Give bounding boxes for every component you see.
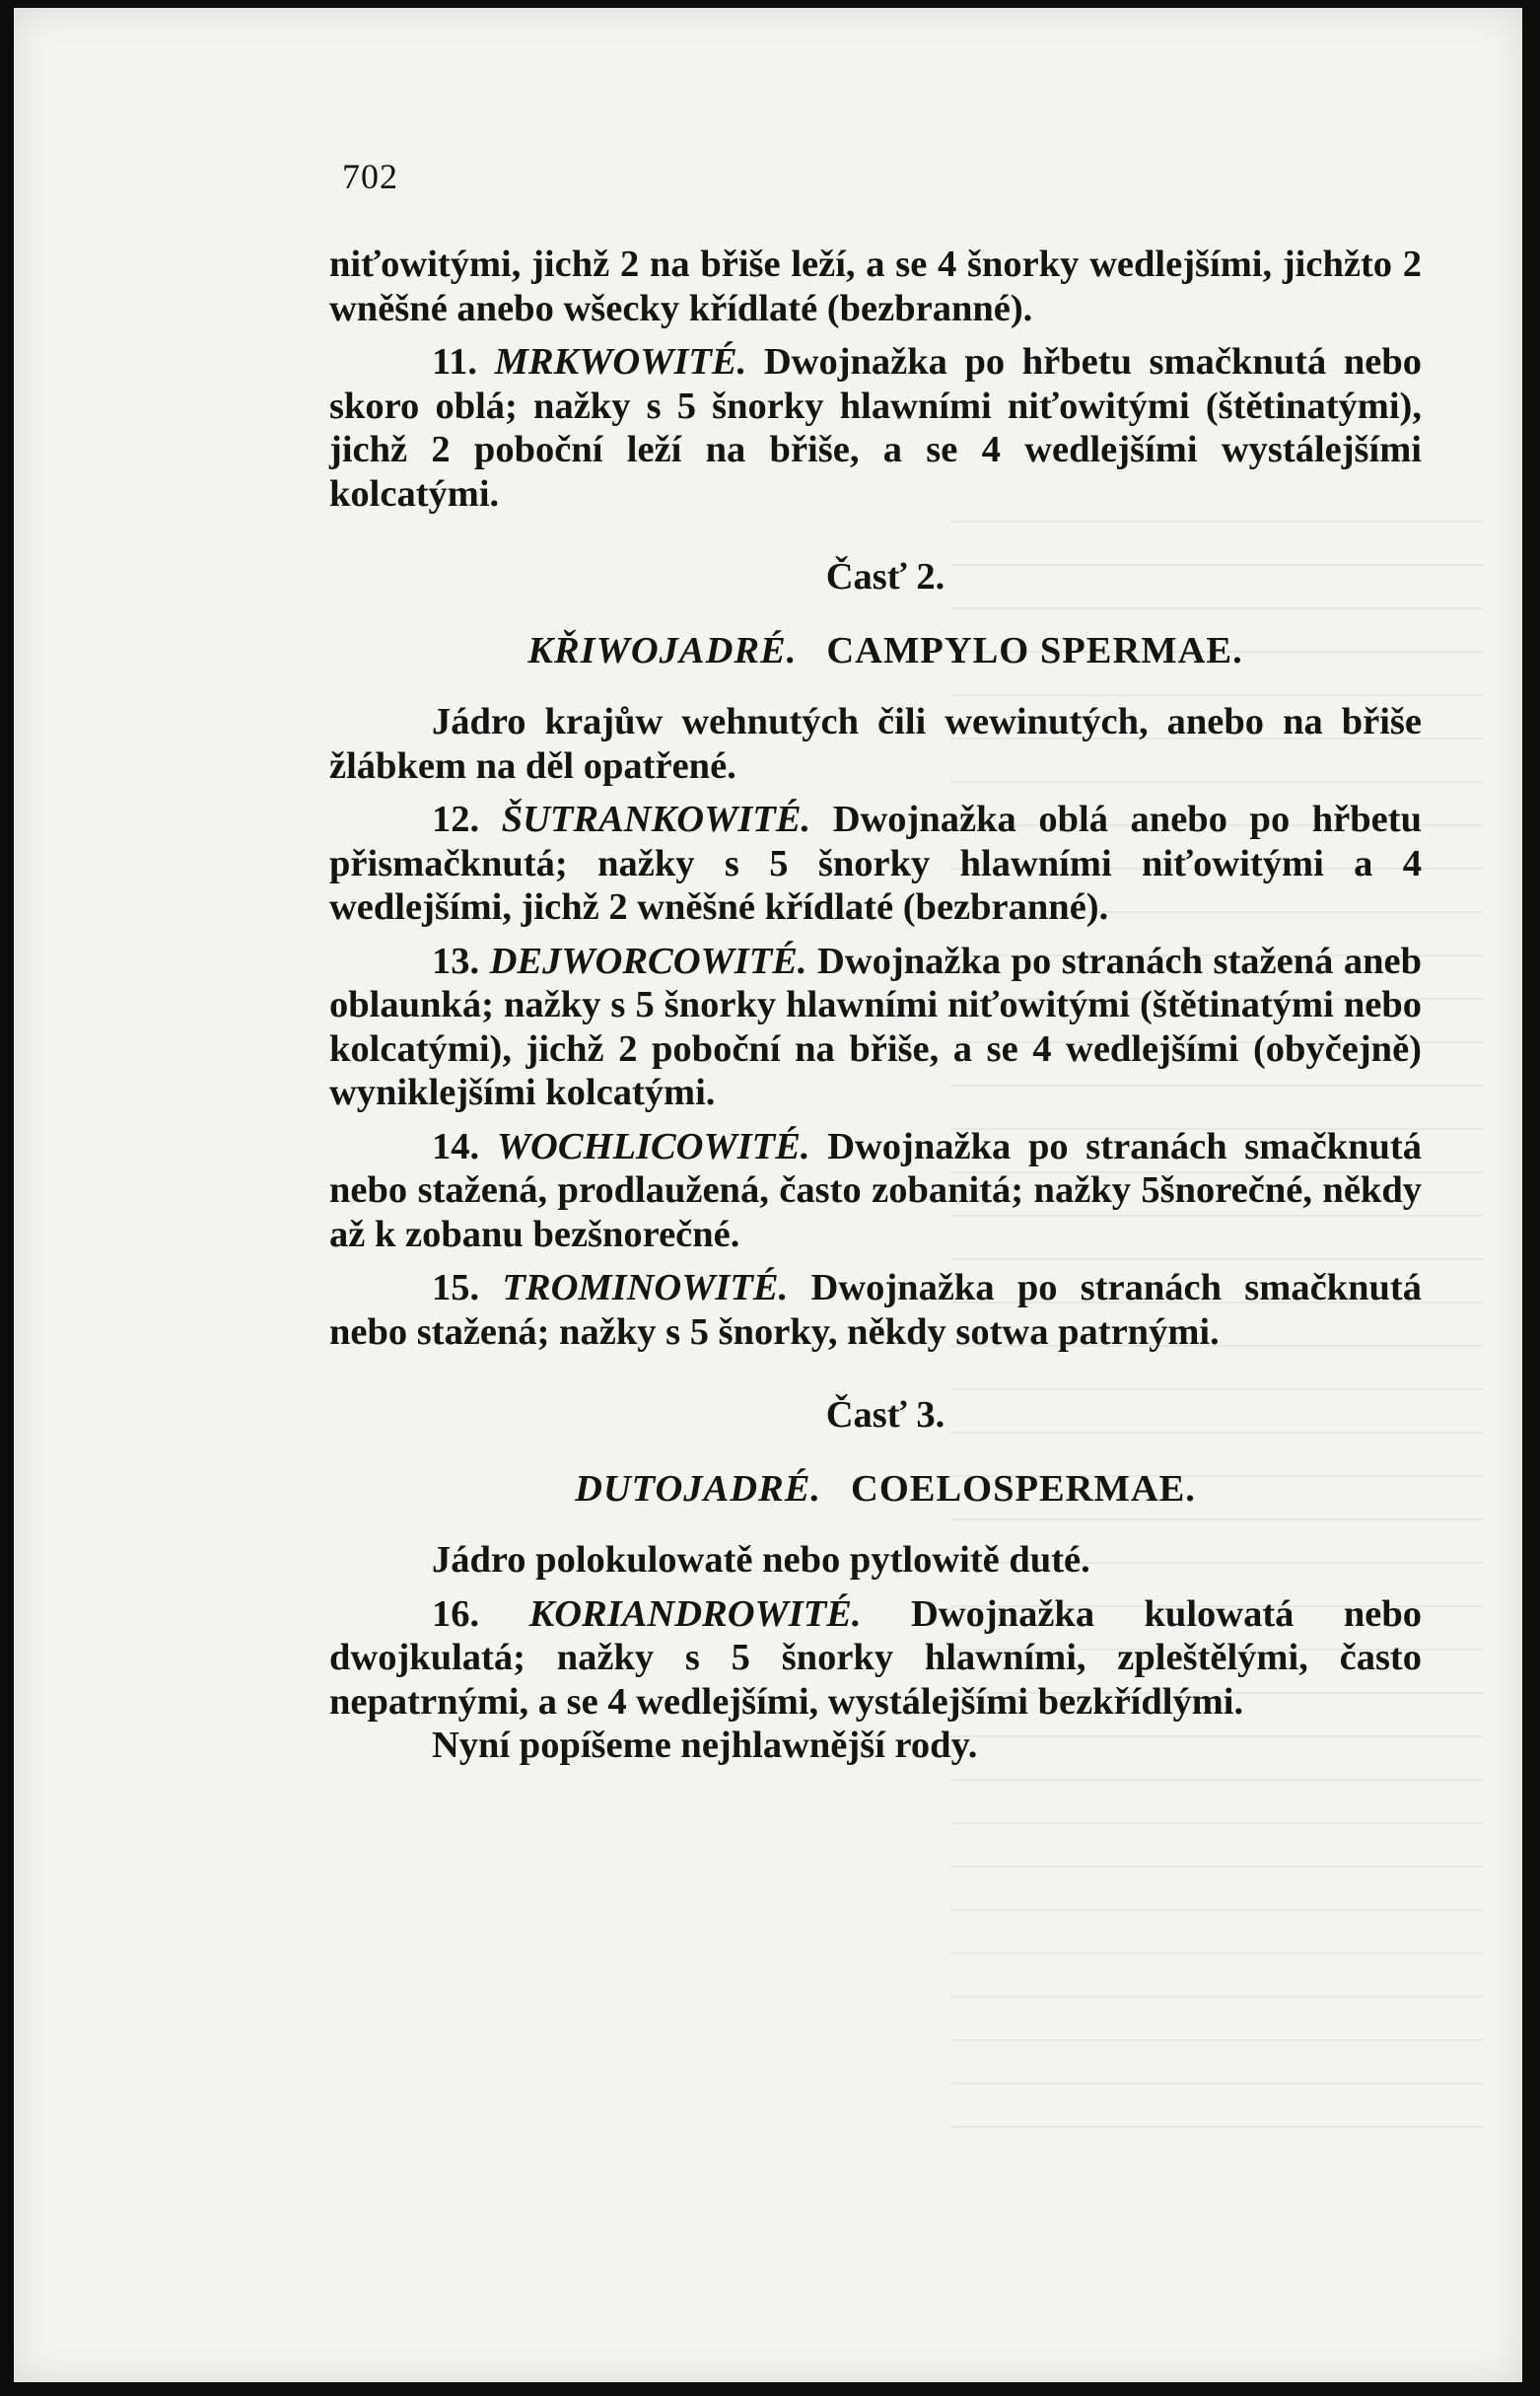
- entry-description: Dwojnažka oblá anebo po hřbetu přismačknutá; nažky s 5 šnorky hlawními niťowitými a 4 wedlejšími, jichž 2 wněšné křídlaté (bezbranné).: [329, 799, 1422, 928]
- family-entry: [329, 1592, 1422, 1725]
- entry-family-name: ŠUTRANKOWITÉ.: [501, 799, 811, 840]
- group-latin-name: CAMPYLO SPERMAE.: [826, 629, 1243, 671]
- group-heading: [329, 629, 1422, 673]
- entry-number: 14.: [432, 1125, 480, 1167]
- entry-family-name: MRKWOWITÉ.: [494, 341, 747, 383]
- entry-description: Dwojnažka po stranách smačknutá nebo stažená, prodlaužená, často zobanitá; nažky 5šnorečné, někdy až k zobanu bezšnorečné.: [329, 1125, 1422, 1255]
- body-text: [329, 243, 1422, 1768]
- entry-description: Dwojnažka po hřbetu smačknutá nebo skoro oblá; nažky s 5 šnorky hlawními niťowitými (štětinatými), jichž 2 poboční leží na břiše, a se 4 wedlejšími wystálejšími kolcatými.: [329, 341, 1422, 515]
- family-entry: [329, 940, 1422, 1115]
- entry-description: Dwojnažka kulowatá nebo dwojkulatá; nažky s 5 šnorky hlawními, zpleštělými, často nepatrnými, a se 4 wedlejšími, wystálejšími bezkřídlými.: [329, 1592, 1423, 1723]
- entry-number: 12.: [432, 799, 480, 840]
- family-entry: [329, 1125, 1422, 1257]
- family-entry: [329, 798, 1422, 930]
- family-entry: [329, 1266, 1422, 1354]
- entry-description: Dwojnažka po stranách stažená aneb oblaunká; nažky s 5 šnorky hlawními niťowitými (štětinatými nebo kolcatými), jichž 2 poboční na břiše, a se 4 wedlejšími (obyčejně) wyniklejšími kolcatými.: [329, 940, 1423, 1113]
- entry-family-name: WOCHLICOWITÉ.: [496, 1125, 810, 1167]
- paragraph: Jádro polokulowatě nebo pytlowitě duté.: [432, 1539, 1090, 1581]
- entry-family-name: DEJWORCOWITÉ.: [489, 940, 807, 982]
- paragraph: niťowitými, jichž 2 na břiše leží, a se 4 šnorky wedlejšími, jichžto 2 wněšné anebo wšecky křídlaté (bezbranné).: [329, 244, 1422, 329]
- part-heading: Časť 3.: [825, 1394, 945, 1436]
- part-heading: Časť 2.: [825, 556, 945, 598]
- entry-number: 16.: [432, 1592, 480, 1635]
- entry-family-name: TROMINOWITÉ.: [502, 1267, 789, 1308]
- entry-description: Dwojnažka po stranách smačknutá nebo stažená; nažky s 5 šnorky, někdy sotwa patrnými.: [329, 1267, 1422, 1353]
- group-czech-name: KŘIWOJADRÉ.: [527, 629, 798, 671]
- paragraph: Jádro krajůw wehnutých čili wewinutých, anebo na břiše žlábkem na děl opatřené.: [329, 701, 1422, 787]
- group-heading: [329, 1467, 1422, 1512]
- family-entry: [329, 340, 1422, 516]
- entry-number: 13.: [432, 940, 480, 982]
- entry-number: 11.: [432, 341, 478, 383]
- entry-family-name: KORIANDROWITÉ.: [528, 1592, 862, 1635]
- group-czech-name: DUTOJADRÉ.: [575, 1467, 822, 1510]
- entry-number: 15.: [432, 1267, 480, 1308]
- book-page: [14, 8, 1522, 2382]
- paragraph: Nyní popíšeme nejhlawnější rody.: [432, 1725, 978, 1766]
- group-latin-name: COELOSPERMAE.: [851, 1467, 1196, 1510]
- page-number: 702: [342, 157, 398, 196]
